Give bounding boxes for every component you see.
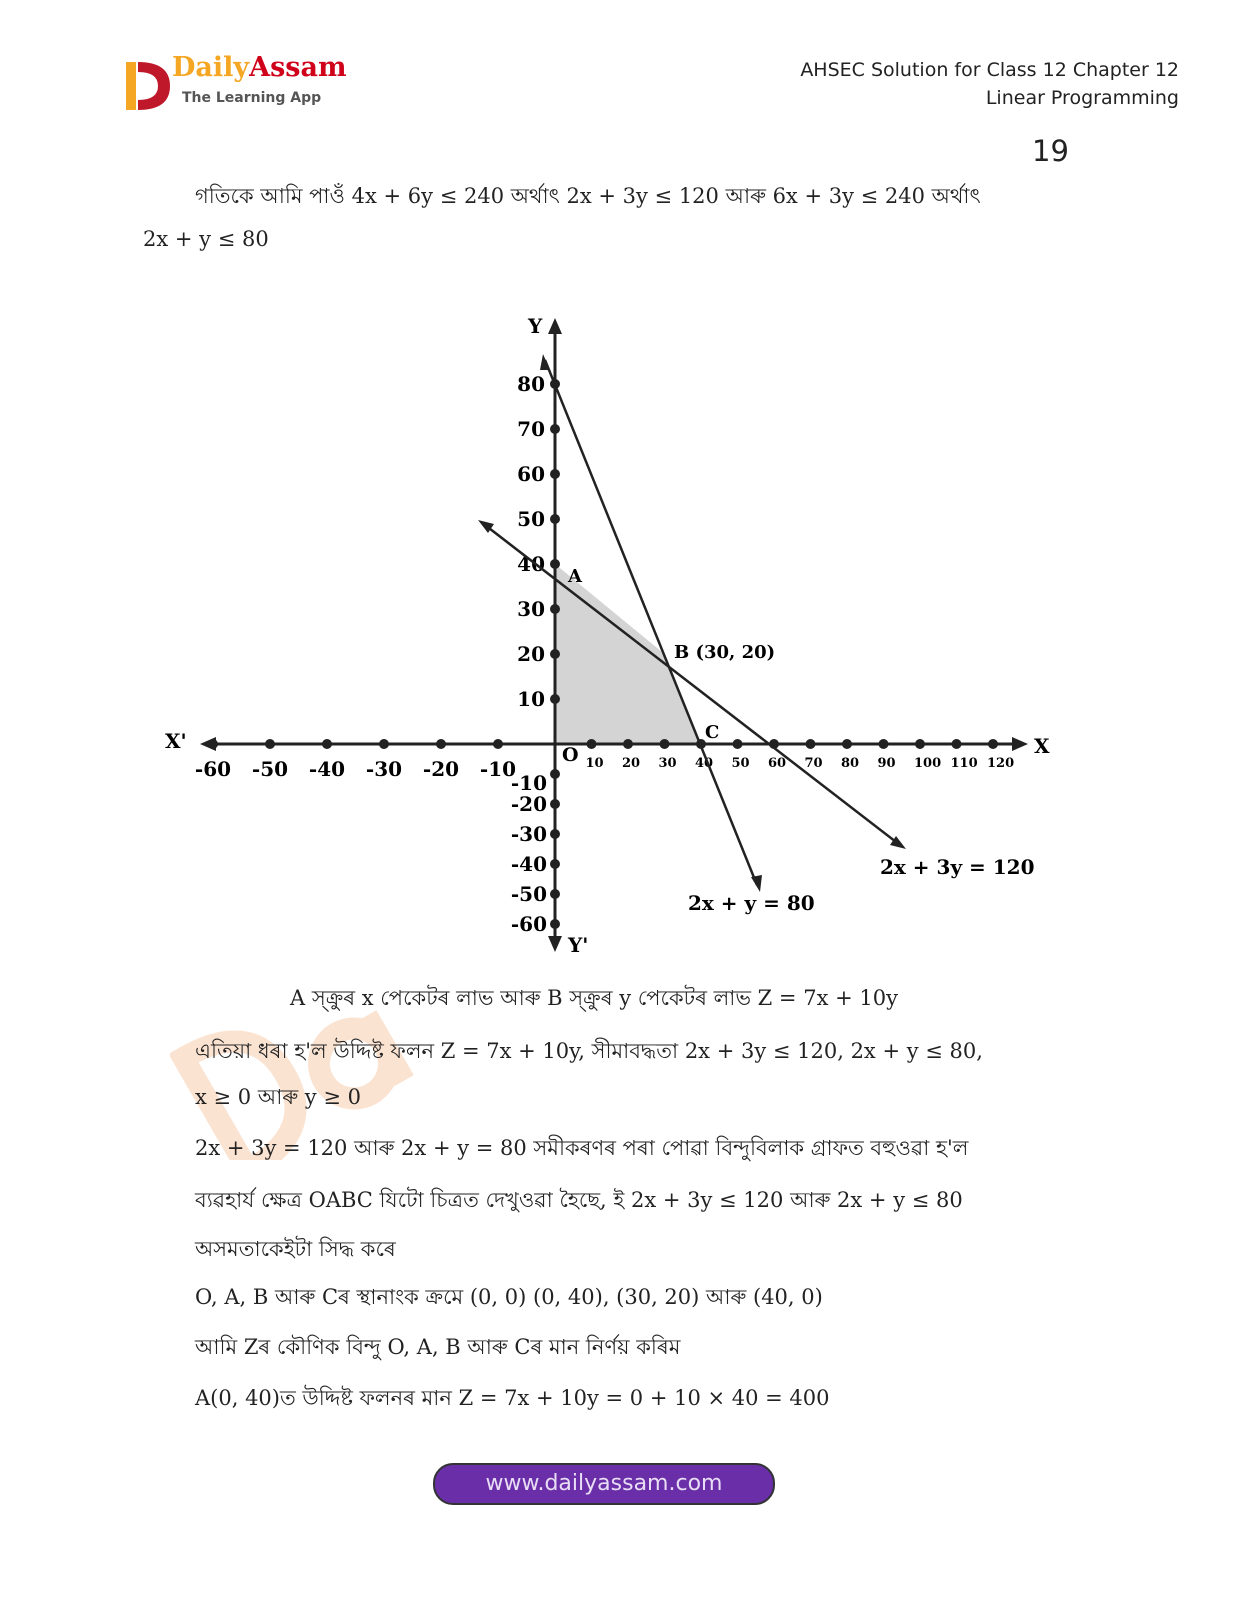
- text-line: A(0, 40)ত উদ্দিষ্ট ফলনৰ মান Z = 7x + 10y = 0 + 10 × 40 = 400: [195, 1386, 830, 1410]
- x-tick-dot: [806, 739, 816, 749]
- y-tick-label: -10: [510, 771, 547, 795]
- y-tick-dot: [550, 799, 560, 809]
- header-title: [800, 56, 1179, 112]
- lp-graph: [0, 300, 1236, 970]
- x-tick-label: 40: [695, 756, 714, 771]
- x-tick-label: 110: [950, 756, 978, 771]
- y-neg-arrow-icon: [548, 936, 562, 952]
- origin-label: O: [562, 744, 579, 766]
- y-tick-dot: [550, 604, 560, 614]
- x-tick-label: 70: [804, 756, 823, 771]
- y-neg-axis-label: Y': [568, 933, 589, 957]
- x-tick-dot: [587, 739, 597, 749]
- x-tick-dot: [660, 739, 670, 749]
- x-tick-dot: [915, 739, 925, 749]
- y-tick-dot: [550, 559, 560, 569]
- text-line: গতিকে আমি পাওঁ 4x + 6y ≤ 240 অৰ্থাৎ 2x + 3y ≤ 120 আৰু 6x + 3y ≤ 240 অৰ্থাৎ: [195, 184, 981, 208]
- y-tick-dot: [550, 919, 560, 929]
- header-line: AHSEC Solution for Class 12 Chapter 12: [800, 59, 1179, 81]
- arrow-icon: [751, 875, 762, 892]
- x-tick-label: -40: [308, 757, 346, 781]
- website-link[interactable]: www.dailyassam.com: [433, 1463, 775, 1505]
- x-axis-label: X: [1034, 734, 1050, 758]
- y-tick-dot: [550, 889, 560, 899]
- point-c-label: C: [705, 722, 720, 743]
- x-tick-label: 50: [731, 756, 750, 771]
- y-tick-label: 70: [517, 417, 545, 441]
- x-tick-dot: [733, 739, 743, 749]
- point-a-label: A: [568, 566, 582, 587]
- y-tick-label: 60: [517, 462, 545, 486]
- y-tick-label: -50: [510, 882, 547, 906]
- y-tick-label: 20: [517, 642, 545, 666]
- y-tick-dot: [550, 769, 560, 779]
- text-line: অসমতাকেইটা সিদ্ধ কৰে: [195, 1237, 396, 1261]
- x-tick-label: 120: [987, 756, 1015, 771]
- x-tick-label: 10: [585, 756, 604, 771]
- x-neg-axis-label: X': [165, 729, 187, 753]
- logo-d-icon: [126, 60, 170, 112]
- y-tick-label: -20: [510, 792, 547, 816]
- y-tick-label: -60: [510, 912, 547, 936]
- point-b-label: B (30, 20): [674, 642, 776, 663]
- y-tick-dot: [550, 514, 560, 524]
- y-tick-dot: [550, 829, 560, 839]
- x-tick-label: -10: [479, 757, 517, 781]
- x-tick-label: -30: [365, 757, 403, 781]
- page-number: 19: [1032, 134, 1069, 168]
- y-tick-dot: [550, 649, 560, 659]
- x-tick-dot: [208, 739, 218, 749]
- y-tick-dot: [550, 694, 560, 704]
- x-tick-dot: [265, 739, 275, 749]
- x-tick-label: 90: [877, 756, 896, 771]
- x-tick-dot: [379, 739, 389, 749]
- y-arrow-icon: [548, 318, 562, 334]
- y-tick-label: 10: [517, 687, 545, 711]
- y-tick-dot: [550, 859, 560, 869]
- x-tick-dot: [623, 739, 633, 749]
- x-tick-label: 80: [841, 756, 860, 771]
- x-tick-label: 30: [658, 756, 677, 771]
- y-tick-label: -40: [510, 852, 547, 876]
- tagline: The Learning App: [182, 90, 322, 106]
- y-tick-label: 40: [517, 552, 545, 576]
- x-tick-dot: [436, 739, 446, 749]
- text-line: আমি Zৰ কৌণিক বিন্দু O, A, B আৰু Cৰ মান নিৰ্ণয় কৰিম: [195, 1335, 681, 1359]
- x-tick-dot: [879, 739, 889, 749]
- x-tick-label: 20: [622, 756, 641, 771]
- y-tick-label: 50: [517, 507, 545, 531]
- x-tick-label: -50: [251, 757, 289, 781]
- y-tick-label: -30: [510, 822, 547, 846]
- x-tick-label: 100: [914, 756, 942, 771]
- line2-label: 2x + y = 80: [688, 891, 815, 915]
- x-tick-label: -60: [194, 757, 232, 781]
- text-line: 2x + 3y = 120 আৰু 2x + y = 80 সমীকৰণৰ পৰা পোৱা বিন্দুবিলাক গ্ৰাফত বহুওৱা হ'ল: [195, 1136, 969, 1160]
- y-tick-dot: [550, 424, 560, 434]
- y-tick-dot: [550, 469, 560, 479]
- text-line: O, A, B আৰু Cৰ স্থানাংক ক্ৰমে (0, 0) (0, 40), (30, 20) আৰু (40, 0): [195, 1285, 823, 1309]
- line-2x-3y-120: [485, 525, 900, 845]
- x-tick-dot: [493, 739, 503, 749]
- text-line: 2x + y ≤ 80: [143, 227, 269, 251]
- text-line: এতিয়া ধৰা হ'ল উদ্দিষ্ট ফলন Z = 7x + 10y, সীমাবদ্ধতা 2x + 3y ≤ 120, 2x + y ≤ 80,: [195, 1039, 983, 1063]
- x-arrow-icon: [1012, 737, 1028, 751]
- x-tick-dot: [952, 739, 962, 749]
- x-tick-label: 60: [768, 756, 787, 771]
- text-line: A স্‌ক্ৰুৰ x পেকেটৰ লাভ আৰু B স্‌ক্ৰুৰ y পেকেটৰ লাভ Z = 7x + 10y: [290, 986, 898, 1010]
- x-tick-dot: [322, 739, 332, 749]
- y-tick-label: 80: [517, 372, 545, 396]
- x-tick-dot: [988, 739, 998, 749]
- brand-name: DailyAssam: [172, 52, 347, 83]
- text-line: ব্যৱহাৰ্য ক্ষেত্ৰ OABC যিটো চিত্ৰত দেখুওৱা হৈছে, ই 2x + 3y ≤ 120 আৰু 2x + y ≤ 80: [195, 1188, 963, 1212]
- y-tick-label: 30: [517, 597, 545, 621]
- x-tick-label: -20: [422, 757, 460, 781]
- line1-label: 2x + 3y = 120: [880, 855, 1035, 879]
- text-line: x ≥ 0 আৰু y ≥ 0: [195, 1085, 361, 1109]
- arrow-icon: [540, 354, 550, 370]
- y-axis-label: Y: [528, 314, 543, 338]
- header-line: Linear Programming: [985, 87, 1179, 109]
- x-tick-dot: [842, 739, 852, 749]
